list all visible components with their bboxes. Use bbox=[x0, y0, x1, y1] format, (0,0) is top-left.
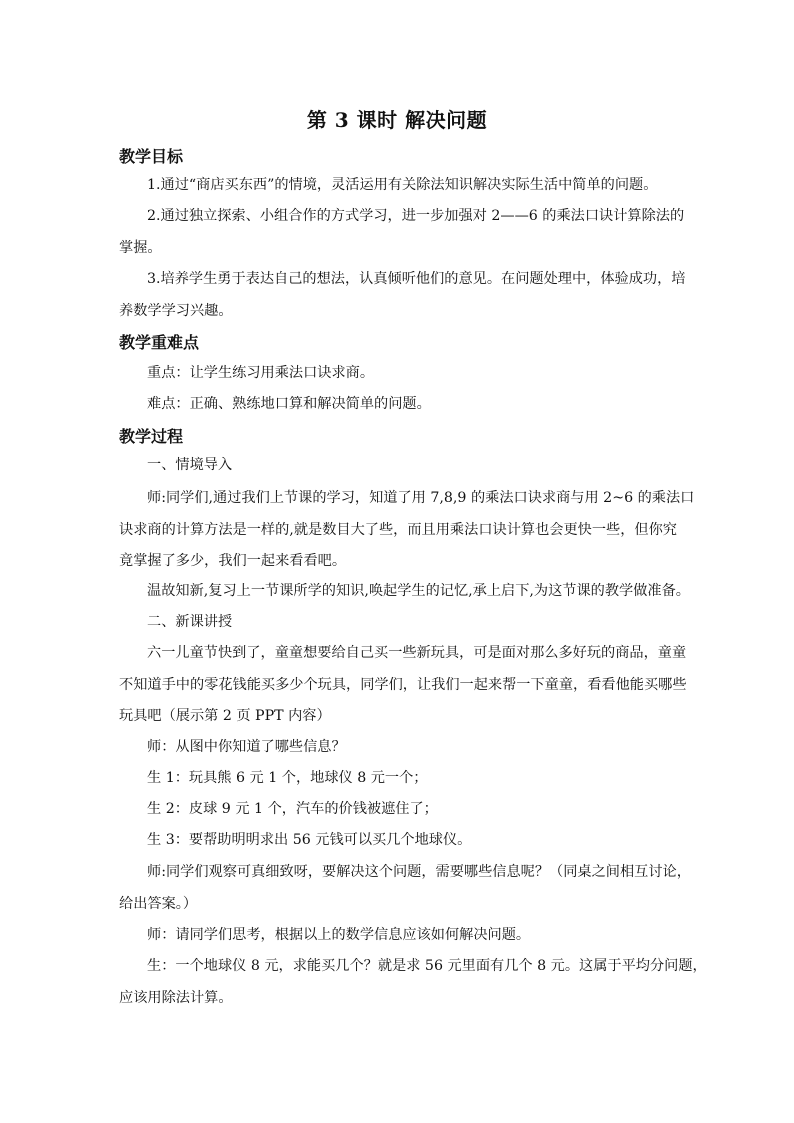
key-point-item-2 bbox=[119, 389, 677, 421]
process-11-line-1: 师：请同学们思考，根据以上的数学信息应该如何解决问题。 bbox=[147, 927, 531, 943]
process-5-line-1: 六一儿童节快到了，童童想要给自己买一些新玩具，可是面对那么多好玩的商品，童童 bbox=[147, 645, 687, 661]
process-7-line-1: 生 1：玩具熊 6 元 1 个，地球仪 8 元一个； bbox=[147, 770, 428, 786]
goal-2-line-2: 掌握。 bbox=[119, 239, 162, 256]
process-2-line-1: 师:同学们,通过我们上节课的学习，知道了用 7,8,9 的乘法口诀求商与用 2~6 的乘法口 bbox=[147, 490, 695, 506]
process-1-line-1: 一、情境导入 bbox=[147, 457, 233, 473]
process-12-line-2: 应该用除法计算。 bbox=[119, 989, 233, 1006]
goal-item-2 bbox=[119, 201, 685, 264]
process-8-line-1: 生 2：皮球 9 元 1 个，汽车的价钱被遮住了； bbox=[147, 801, 438, 817]
page-title: 第 3 课时 解决问题 bbox=[306, 108, 488, 132]
process-item-7 bbox=[119, 763, 677, 795]
section-heading-goals: 教学目标 bbox=[119, 147, 184, 166]
process-12-line-1: 生：一个地球仪 8 元，求能买几个？就是求 56 元里面有几个 8 元。这属于平均分问题， bbox=[147, 958, 707, 974]
process-item-8 bbox=[119, 794, 677, 826]
goal-2-line-1: 2.通过独立探索、小组合作的方式学习，进一步加强对 2——6 的乘法口诀计算除法的 bbox=[147, 208, 685, 224]
process-2-line-2: 诀求商的计算方法是一样的,就是数目大了些，而且用乘法口诀计算也会更快一些，但你究 bbox=[119, 521, 677, 538]
process-item-2 bbox=[119, 483, 695, 578]
process-5-line-2: 不知道手中的零花钱能买多少个玩具，同学们，让我们一起来帮一下童童，看看他能买哪些 bbox=[119, 676, 687, 693]
process-item-11 bbox=[119, 920, 677, 952]
process-item-5 bbox=[119, 638, 687, 733]
section-heading-key-points: 教学重难点 bbox=[119, 333, 200, 352]
process-item-4 bbox=[119, 607, 677, 639]
process-item-9 bbox=[119, 825, 677, 857]
goal-1-line-1: 1.通过“商店买东西”的情境，灵活运用有关除法知识解决实际生活中简单的问题。 bbox=[147, 177, 658, 193]
process-5-line-3: 玩具吧（展示第 2 页 PPT 内容） bbox=[119, 708, 331, 724]
goal-item-3 bbox=[119, 264, 686, 327]
process-9-line-1: 生 3：要帮助明明求出 56 元钱可以买几个地球仪。 bbox=[147, 832, 472, 848]
process-item-12 bbox=[119, 951, 707, 1014]
process-4-line-1: 二、新课讲授 bbox=[147, 614, 233, 630]
section-heading-process: 教学过程 bbox=[119, 427, 184, 446]
process-10-line-2: 给出答案。） bbox=[119, 895, 198, 912]
process-3-line-1: 温故知新,复习上一节课所学的知识,唤起学生的记忆,承上启下,为这节课的教学做准备。 bbox=[147, 583, 690, 599]
key-point-item-1 bbox=[119, 358, 677, 390]
process-6-line-1: 师：从图中你知道了哪些信息？ bbox=[147, 739, 346, 755]
process-item-1 bbox=[119, 450, 677, 482]
process-10-line-1: 师:同学们观察可真细致呀，要解决这个问题，需要哪些信息呢？（同桌之间相互讨论， bbox=[147, 864, 691, 880]
key-point-2-line-1: 难点：正确、熟练地口算和解决简单的问题。 bbox=[147, 396, 431, 412]
goal-3-line-1: 3.培养学生勇于表达自己的想法，认真倾听他们的意见。在问题处理中，体验成功，培 bbox=[147, 271, 686, 287]
goal-3-line-2: 养数学学习兴趣。 bbox=[119, 302, 233, 319]
process-2-line-3: 竟掌握了多少，我们一起来看看吧。 bbox=[119, 553, 347, 569]
process-item-3 bbox=[119, 576, 690, 608]
process-item-10 bbox=[119, 857, 691, 920]
key-point-1-line-1: 重点：让学生练习用乘法口诀求商。 bbox=[147, 365, 375, 381]
process-item-6 bbox=[119, 732, 677, 764]
goal-item-1 bbox=[119, 170, 677, 202]
